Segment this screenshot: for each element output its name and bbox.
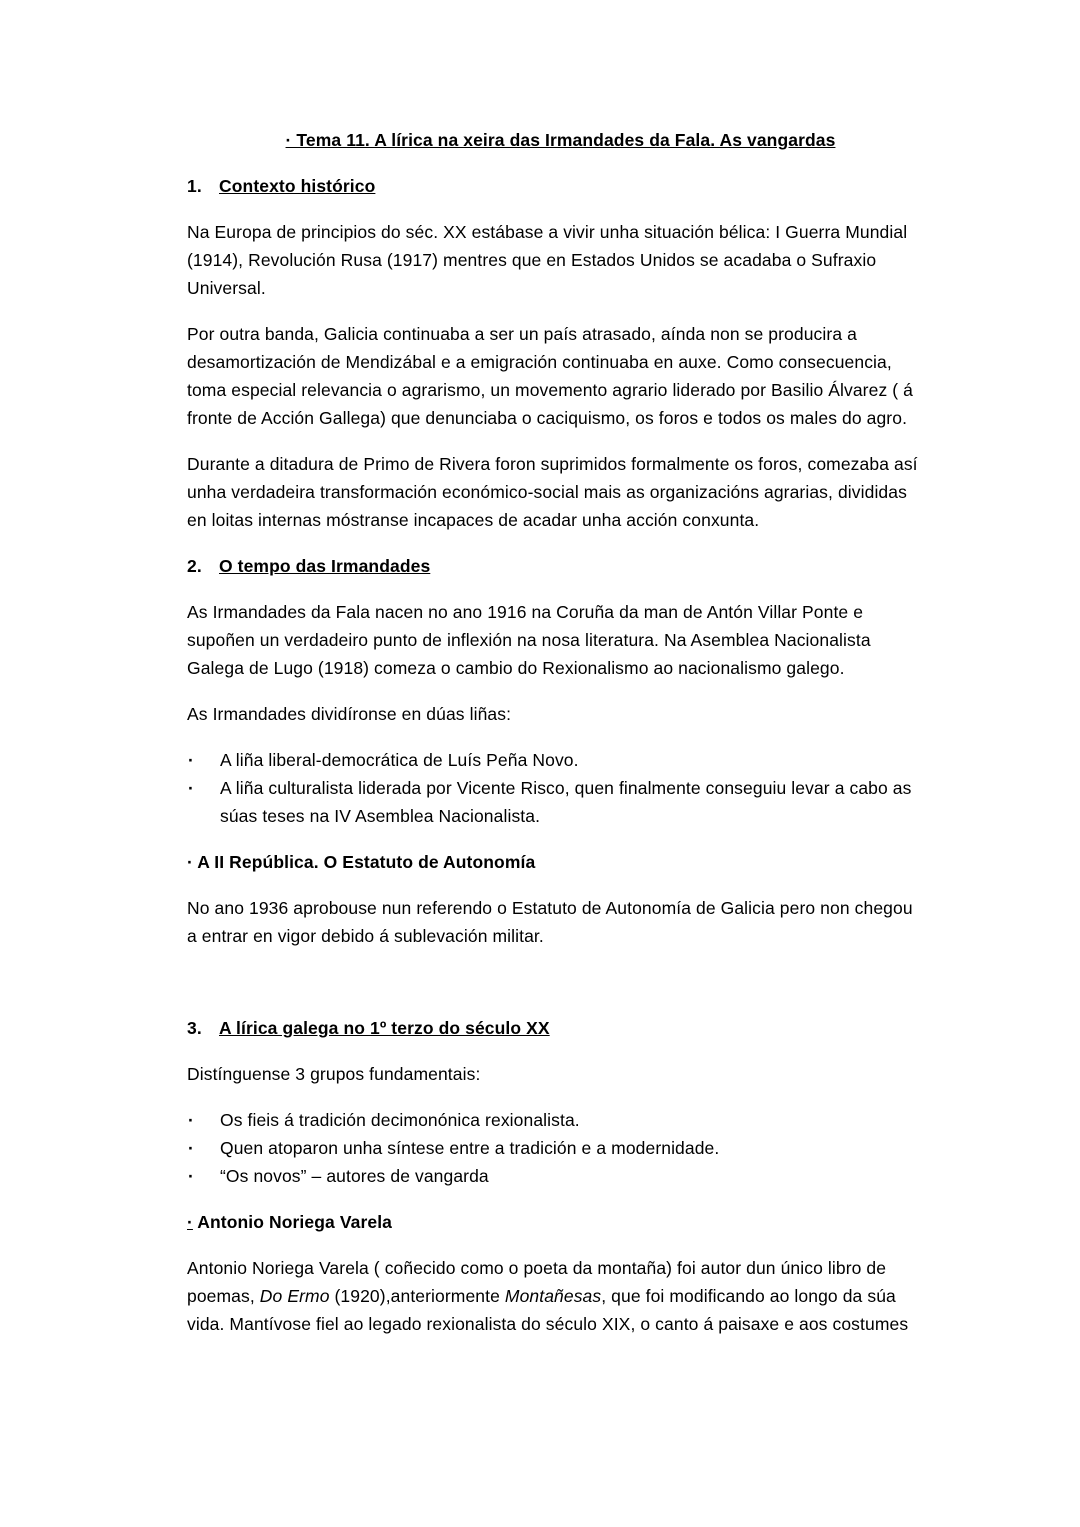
section-1-paragraph-2: Por outra banda, Galicia continuaba a ser un país atrasado, aínda non se producira a desamortización de Mendizábal e a emigración continuaba en auxe. Como consecuencia, toma especial relevancia o agrarismo, un movemento agrario liderado por Basilio Álvarez ( á fronte de Acción Gallega) que denunciaba o caciquismo, os foros e todos os males do agro. bbox=[187, 324, 913, 428]
section-2-bullet-list bbox=[187, 746, 922, 830]
para-part-3: , que foi modificando ao longo da súa vida. Mantívose fiel ao legado rexionalista do século XIX, o canto á paisaxe e aos costumes bbox=[187, 1286, 909, 1334]
bullet-icon: · bbox=[188, 1166, 194, 1186]
section-1-number: 1. bbox=[187, 176, 202, 196]
document-content bbox=[187, 126, 922, 1356]
section-1-paragraph-3: Durante a ditadura de Primo de Rivera foron suprimidos formalmente os foros, comezaba así unha verdadeira transformación económico-social mais as organizacións agrarias, divididas en loitas internas móstranse incapaces de acadar unha acción conxunta. bbox=[187, 454, 918, 530]
section-2-paragraph-2: As Irmandades dividíronse en dúas liñas: bbox=[187, 704, 512, 724]
section-3-number: 3. bbox=[187, 1018, 202, 1038]
section-3-title: A lírica galega no 1º terzo do século XX bbox=[219, 1018, 550, 1038]
list-item-text: A liña liberal-democrática de Luís Peña Novo. bbox=[220, 750, 579, 770]
list-item-text: “Os novos” – autores de vangarda bbox=[220, 1166, 489, 1186]
book-title-do-ermo: Do Ermo bbox=[259, 1286, 330, 1306]
para-part-2: (1920),anteriormente bbox=[329, 1286, 505, 1306]
section-1-heading bbox=[187, 172, 922, 200]
section-2-heading bbox=[187, 552, 922, 580]
section-3-paragraph bbox=[187, 1254, 922, 1338]
subheading-text: Antonio Noriega Varela bbox=[192, 1212, 392, 1232]
subheading-dot: · bbox=[187, 1212, 193, 1232]
list-item-text: Quen atoparon unha síntese entre a tradición e a modernidade. bbox=[220, 1138, 720, 1158]
section-3-subheading bbox=[187, 1208, 922, 1236]
list-item bbox=[187, 1106, 922, 1134]
list-item bbox=[187, 1134, 922, 1162]
section-1-paragraph-1: Na Europa de principios do séc. XX estábase a vivir unha situación bélica: I Guerra Mundial (1914), Revolución Rusa (1917) mentres que en Estados Unidos se acadaba o Sufraxio Universal. bbox=[187, 222, 908, 298]
para-part-1: Antonio Noriega Varela ( coñecido como o poeta da montaña) foi autor dun único libro de poemas, bbox=[187, 1258, 887, 1306]
list-item bbox=[187, 746, 922, 774]
list-item-text: A liña culturalista liderada por Vicente Risco, quen finalmente conseguiu levar a cabo as súas teses na IV Asemblea Nacionalista. bbox=[220, 778, 912, 826]
section-2-subparagraph: No ano 1936 aprobouse nun referendo o Estatuto de Autonomía de Galicia pero non chegou a entrar en vigor debido á sublevación militar. bbox=[187, 898, 913, 946]
bullet-icon: · bbox=[188, 750, 194, 770]
list-item-text: Os fieis á tradición decimonónica rexionalista. bbox=[220, 1110, 580, 1130]
section-2-title: O tempo das Irmandades bbox=[219, 556, 431, 576]
bullet-icon: · bbox=[188, 1110, 194, 1130]
book-title-montanesas: Montañesas bbox=[504, 1286, 602, 1306]
section-2-subheading: · A II República. O Estatuto de Autonomía bbox=[187, 852, 536, 872]
section-2-number: 2. bbox=[187, 556, 202, 576]
section-3-heading bbox=[187, 1014, 922, 1042]
section-spacer bbox=[187, 968, 922, 1014]
section-3-intro: Distínguense 3 grupos fundamentais: bbox=[187, 1064, 481, 1084]
bullet-icon: · bbox=[188, 1138, 194, 1158]
document-title: · Tema 11. A lírica na xeira das Irmandades da Fala. As vangardas bbox=[285, 130, 836, 150]
bullet-icon: · bbox=[188, 778, 194, 798]
section-3-bullet-list bbox=[187, 1106, 922, 1190]
list-item bbox=[187, 1162, 922, 1190]
list-item bbox=[187, 774, 922, 830]
section-1-title: Contexto histórico bbox=[219, 176, 376, 196]
section-2-paragraph-1: As Irmandades da Fala nacen no ano 1916 na Coruña da man de Antón Villar Ponte e supoñen un verdadeiro punto de inflexión na nosa literatura. Na Asemblea Nacionalista Galega de Lugo (1918) comeza o cambio do Rexionalismo ao nacionalismo galego. bbox=[187, 602, 871, 678]
